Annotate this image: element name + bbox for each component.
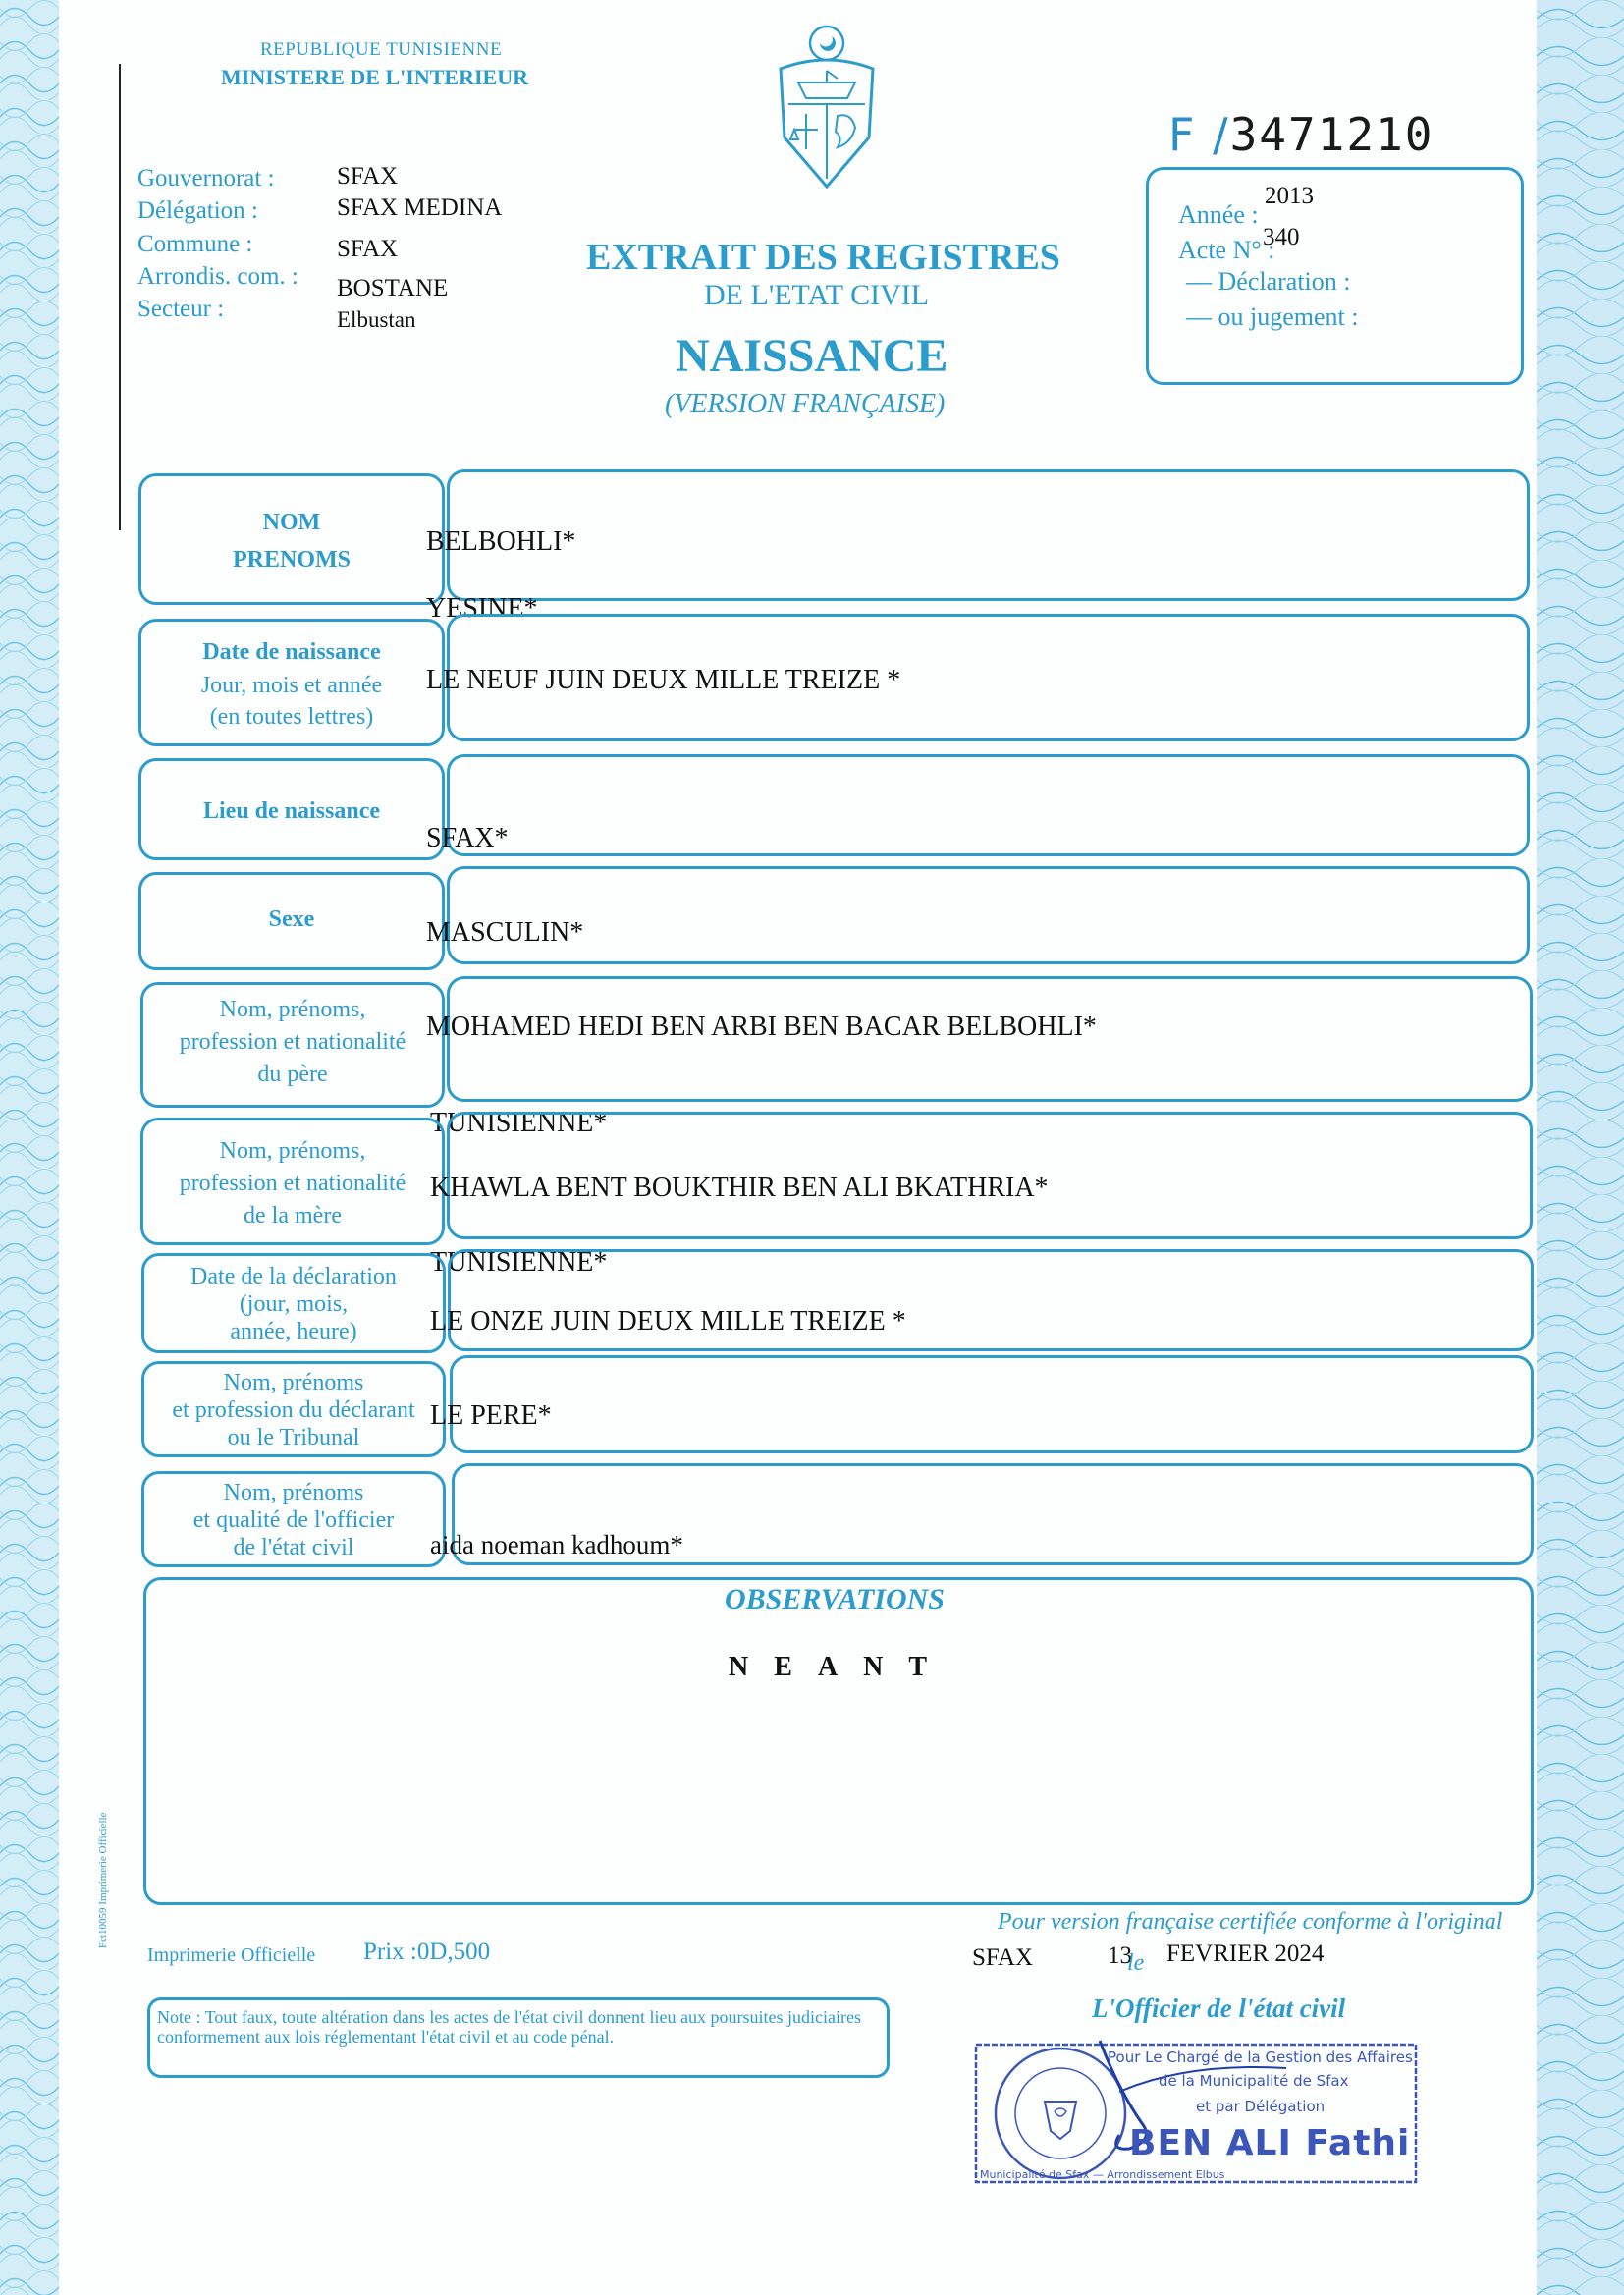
- lieu-label: Lieu de naissance: [202, 798, 381, 824]
- declarant-value-box: [450, 1355, 1534, 1453]
- stamp-line-3: et par Délégation: [1196, 2098, 1326, 2115]
- serial-number: [1168, 108, 1434, 161]
- right-guilloche-border: [1537, 0, 1624, 2295]
- left-guilloche-border: [0, 0, 59, 2295]
- stamp-line-2: de la Municipalité de Sfax: [1159, 2072, 1349, 2090]
- officier-label: [141, 1479, 446, 1561]
- mere-value: KHAWLA BENT BOUKTHIR BEN ALI BKATHRIA*: [430, 1173, 1049, 1203]
- stamp-ring-text: Municipalité de Sfax — Arrondissement Elbus: [980, 2168, 1225, 2181]
- pere-nationalite: TUNISIENNE*: [430, 1108, 608, 1138]
- mere-label-3: de la mère: [244, 1203, 342, 1229]
- secteur-value: Elbustan: [337, 307, 416, 332]
- ministry-label: MINISTERE DE L'INTERIEUR: [221, 65, 528, 89]
- stamp-line-1: Pour Le Chargé de la Gestion des Affaires: [1108, 2049, 1413, 2066]
- pere-label-3: du père: [257, 1062, 328, 1087]
- declarant-label: [141, 1369, 446, 1451]
- declaration-box-label: — Déclaration :: [1186, 267, 1351, 296]
- sexe-value-box: [447, 866, 1530, 964]
- declarant-label-2: et profession du déclarant: [172, 1397, 415, 1423]
- prenoms-value: YESINE*: [426, 593, 538, 624]
- jugement-box-label: — ou jugement :: [1186, 302, 1359, 331]
- month-year-value: FEVRIER 2024: [1166, 1940, 1325, 1967]
- republic-label: REPUBLIQUE TUNISIENNE: [260, 39, 503, 60]
- nom-value: BELBOHLI*: [426, 526, 576, 557]
- commune-label: Commune :: [137, 231, 253, 257]
- pere-value: MOHAMED HEDI BEN ARBI BEN BACAR BELBOHLI*: [426, 1011, 1097, 1042]
- officier-label-2: et qualité de l'officier: [192, 1507, 395, 1533]
- observations-value: NEANT: [729, 1652, 953, 1682]
- prix-label: Prix :0D,500: [363, 1939, 491, 1965]
- commune-value: SFAX: [337, 236, 399, 262]
- pere-label-1: Nom, prénoms,: [219, 997, 366, 1022]
- delegation-value: SFAX MEDINA: [337, 194, 503, 221]
- declaration-label-2: (jour, mois,: [239, 1291, 349, 1317]
- place-value: SFAX: [972, 1944, 1034, 1971]
- officier-label-1: Nom, prénoms: [223, 1480, 364, 1505]
- annee-value: 2013: [1265, 183, 1314, 209]
- title-naissance: NAISSANCE: [676, 330, 948, 382]
- mere-label-2: profession et nationalité: [179, 1171, 406, 1196]
- declarant-label-1: Nom, prénoms: [223, 1370, 364, 1395]
- stamp-name: BEN ALI Fathi: [1129, 2123, 1411, 2163]
- title-extrait: EXTRAIT DES REGISTRES: [586, 237, 1060, 278]
- pere-label-2: profession et nationalité: [179, 1029, 406, 1055]
- annee-label: Année :: [1178, 200, 1259, 229]
- pere-label: [140, 994, 445, 1091]
- title-version: (VERSION FRANÇAISE): [665, 389, 946, 419]
- lieu-value: SFAX*: [426, 823, 509, 853]
- date-naissance-value: LE NEUF JUIN DEUX MILLE TREIZE *: [426, 665, 901, 695]
- prenoms-label-text: PRENOMS: [233, 547, 351, 573]
- sexe-label: Sexe: [268, 906, 315, 932]
- nom-label-text: NOM: [262, 510, 321, 535]
- le-label: le: [1127, 1950, 1145, 1976]
- secteur-label: Secteur :: [137, 296, 225, 322]
- mere-label-1: Nom, prénoms,: [219, 1138, 366, 1164]
- arrondis-label: Arrondis. com. :: [137, 263, 298, 290]
- nom-value-box: [447, 469, 1530, 601]
- coat-of-arms-icon: [769, 22, 885, 189]
- date-naissance-label-1: Date de naissance: [202, 639, 381, 665]
- observations-title: OBSERVATIONS: [725, 1583, 945, 1615]
- officier-label-3: de l'état civil: [233, 1535, 354, 1560]
- declaration-label-1: Date de la déclaration: [190, 1264, 397, 1289]
- gouvernorat-value: SFAX: [337, 163, 399, 190]
- date-naissance-label-2: Jour, mois et année: [200, 673, 383, 698]
- certification-text: Pour version française certifiée conforme à l'original: [998, 1909, 1503, 1935]
- acte-label: Acte N° :: [1178, 236, 1275, 264]
- imprimerie-label: Imprimerie Officielle: [147, 1944, 316, 1966]
- date-naissance-label: [138, 638, 445, 731]
- title-etat-civil: DE L'ETAT CIVIL: [704, 279, 930, 311]
- declarant-label-3: ou le Tribunal: [227, 1425, 360, 1450]
- declaration-value: LE ONZE JUIN DEUX MILLE TREIZE *: [430, 1306, 906, 1337]
- observations-box: [143, 1577, 1534, 1905]
- arrondis-value: BOSTANE: [337, 275, 449, 301]
- declaration-label-3: année, heure): [230, 1319, 357, 1344]
- lieu-value-box: [447, 754, 1530, 856]
- acte-value: 340: [1263, 224, 1300, 250]
- declarant-value: LE PERE*: [430, 1400, 552, 1431]
- sexe-value: MASCULIN*: [426, 917, 584, 948]
- day-value: 13: [1108, 1942, 1132, 1969]
- declaration-label: [141, 1263, 446, 1345]
- nom-label: [138, 509, 445, 574]
- serial-prefix: F /: [1168, 108, 1230, 161]
- serial-digits: 3471210: [1229, 108, 1435, 161]
- note-text: Note : Tout faux, toute altération dans les actes de l'état civil donnent lieu aux poursuites judiciaires conformement aux lois réglementant l'état civil et au code pénal.: [157, 2007, 861, 2047]
- mere-nationalite: TUNISIENNE*: [430, 1247, 608, 1278]
- delegation-label: Délégation :: [137, 197, 258, 224]
- mere-label: [140, 1135, 445, 1232]
- date-naissance-label-3: (en toutes lettres): [209, 704, 374, 730]
- officier-value: aida noeman kadhoum*: [430, 1530, 683, 1559]
- margin-line: [119, 64, 121, 530]
- gouvernorat-label: Gouvernorat :: [137, 165, 275, 191]
- officer-title: L'Officier de l'état civil: [1092, 1994, 1346, 2023]
- side-code: Fct10059 Imprimerie Officielle: [97, 1812, 109, 1948]
